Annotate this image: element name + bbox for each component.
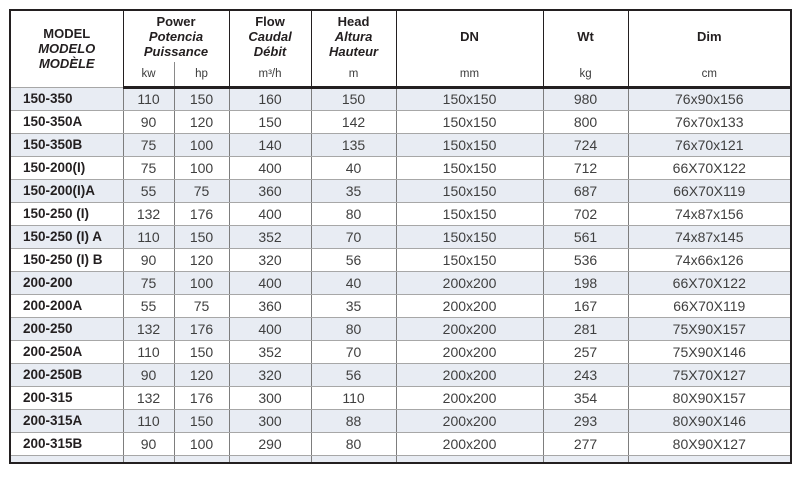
cell-kw: 132: [123, 386, 174, 409]
head-label-fr: Hauteur: [328, 44, 379, 59]
cell-flow: 400: [229, 271, 311, 294]
cell-wt: 724: [543, 133, 628, 156]
cell-dim: 66X70X122: [628, 156, 791, 179]
unit-hp: hp: [174, 62, 229, 87]
power-label-fr: Puissance: [143, 44, 209, 59]
cell-kw: 132: [123, 317, 174, 340]
cell-dn: 150x150: [396, 202, 543, 225]
table-row: [10, 317, 791, 340]
table-row: [10, 248, 791, 271]
cell-head: 142: [311, 110, 396, 133]
table-row: [10, 133, 791, 156]
unit-dn: mm: [396, 62, 543, 87]
table-row: [10, 363, 791, 386]
table-row: [10, 294, 791, 317]
table-row: [10, 432, 791, 455]
cell-model: 200-315A: [10, 409, 123, 432]
cell-dim: 76x70x121: [628, 133, 791, 156]
cell-wt: 536: [543, 248, 628, 271]
cell-head: 110: [311, 386, 396, 409]
cell-kw: 90: [123, 110, 174, 133]
model-label-en: MODEL: [43, 26, 91, 42]
cell-kw: 55: [123, 179, 174, 202]
col-header-power: [123, 10, 229, 62]
cell-hp: 100: [174, 156, 229, 179]
cell-wt: 800: [543, 110, 628, 133]
cell-hp: 120: [174, 110, 229, 133]
cell-dim: 66X70X122: [628, 271, 791, 294]
cell-kw: 55: [123, 294, 174, 317]
cell-wt: 687: [543, 179, 628, 202]
cell-head: 35: [311, 294, 396, 317]
model-label-fr: MODÈLE: [38, 56, 95, 72]
cell-dim: 74x87x145: [628, 225, 791, 248]
cell-wt: 980: [543, 87, 628, 110]
cell-hp: 150: [174, 340, 229, 363]
cell-flow: 360: [229, 294, 311, 317]
cell-empty: [10, 455, 123, 463]
cell-empty: [123, 455, 174, 463]
cell-empty: [311, 455, 396, 463]
cell-kw: 75: [123, 156, 174, 179]
cell-hp: 120: [174, 248, 229, 271]
cell-wt: 277: [543, 432, 628, 455]
cell-model: 200-315: [10, 386, 123, 409]
cell-wt: 243: [543, 363, 628, 386]
cell-model: 150-200(I)A: [10, 179, 123, 202]
model-label-es: MODELO: [38, 41, 96, 57]
cell-model: 150-250 (I): [10, 202, 123, 225]
flow-label-en: Flow: [255, 14, 285, 29]
cell-model: 150-250 (I) B: [10, 248, 123, 271]
cell-hp: 150: [174, 225, 229, 248]
cell-head: 80: [311, 432, 396, 455]
cell-dn: 200x200: [396, 294, 543, 317]
cell-flow: 360: [229, 179, 311, 202]
cell-dn: 150x150: [396, 179, 543, 202]
cell-dn: 200x200: [396, 363, 543, 386]
cell-flow: 160: [229, 87, 311, 110]
cell-dim: 75X90X146: [628, 340, 791, 363]
cell-dn: 200x200: [396, 386, 543, 409]
cell-dim: 74x87x156: [628, 202, 791, 225]
cell-kw: 110: [123, 87, 174, 110]
cell-wt: 561: [543, 225, 628, 248]
cell-head: 80: [311, 317, 396, 340]
cell-wt: 257: [543, 340, 628, 363]
power-label-es: Potencia: [148, 29, 204, 44]
cell-dim: 76x90x156: [628, 87, 791, 110]
cell-dn: 200x200: [396, 340, 543, 363]
cell-head: 135: [311, 133, 396, 156]
cell-hp: 176: [174, 386, 229, 409]
cell-model: 150-350: [10, 87, 123, 110]
head-label-en: Head: [337, 14, 370, 29]
cell-kw: 75: [123, 271, 174, 294]
cell-dn: 150x150: [396, 248, 543, 271]
flow-label-fr: Débit: [253, 44, 287, 59]
cell-hp: 75: [174, 179, 229, 202]
unit-wt: kg: [543, 62, 628, 87]
cell-dn: 200x200: [396, 409, 543, 432]
power-label-en: Power: [156, 14, 196, 29]
cell-flow: 300: [229, 409, 311, 432]
cell-empty: [174, 455, 229, 463]
cell-head: 40: [311, 156, 396, 179]
cell-dim: 74x66x126: [628, 248, 791, 271]
cell-hp: 150: [174, 87, 229, 110]
dn-label: DN: [460, 28, 479, 44]
unit-flow: m³/h: [229, 62, 311, 87]
cell-kw: 90: [123, 248, 174, 271]
cell-kw: 132: [123, 202, 174, 225]
cell-wt: 281: [543, 317, 628, 340]
cell-head: 56: [311, 248, 396, 271]
cell-dim: 80X90X146: [628, 409, 791, 432]
table-row: [10, 225, 791, 248]
cell-empty: [628, 455, 791, 463]
cell-head: 80: [311, 202, 396, 225]
cell-model: 200-200A: [10, 294, 123, 317]
cell-kw: 90: [123, 432, 174, 455]
table-row: [10, 340, 791, 363]
cell-model: 200-250B: [10, 363, 123, 386]
cell-model: 150-350B: [10, 133, 123, 156]
cell-head: 150: [311, 87, 396, 110]
col-header-model: [10, 10, 123, 87]
cell-dim: 80X90X157: [628, 386, 791, 409]
cell-flow: 352: [229, 225, 311, 248]
unit-head: m: [311, 62, 396, 87]
table-row: [10, 110, 791, 133]
cell-head: 70: [311, 225, 396, 248]
cell-dn: 150x150: [396, 133, 543, 156]
cell-flow: 150: [229, 110, 311, 133]
cell-wt: 712: [543, 156, 628, 179]
cell-dn: 150x150: [396, 156, 543, 179]
header-title-row: [10, 10, 791, 62]
cell-dn: 200x200: [396, 271, 543, 294]
cell-head: 88: [311, 409, 396, 432]
cell-head: 35: [311, 179, 396, 202]
cell-dim: 75X70X127: [628, 363, 791, 386]
cell-flow: 400: [229, 202, 311, 225]
col-header-dim: [628, 10, 791, 62]
cell-wt: 167: [543, 294, 628, 317]
cell-empty: [396, 455, 543, 463]
cell-hp: 100: [174, 271, 229, 294]
cell-head: 70: [311, 340, 396, 363]
unit-dim: cm: [628, 62, 791, 87]
cell-flow: 320: [229, 248, 311, 271]
head-label-es: Altura: [334, 29, 373, 44]
cell-wt: 198: [543, 271, 628, 294]
cell-flow: 140: [229, 133, 311, 156]
col-header-wt: [543, 10, 628, 62]
cell-kw: 110: [123, 409, 174, 432]
cell-hp: 176: [174, 202, 229, 225]
cell-hp: 176: [174, 317, 229, 340]
table-row-cutoff: [10, 455, 791, 463]
cell-hp: 150: [174, 409, 229, 432]
cell-dn: 200x200: [396, 432, 543, 455]
cell-wt: 293: [543, 409, 628, 432]
cell-kw: 75: [123, 133, 174, 156]
cell-flow: 290: [229, 432, 311, 455]
cell-wt: 702: [543, 202, 628, 225]
table-row: [10, 156, 791, 179]
cell-hp: 120: [174, 363, 229, 386]
cell-flow: 400: [229, 156, 311, 179]
cell-model: 200-250: [10, 317, 123, 340]
table-header: [10, 10, 791, 87]
cell-hp: 100: [174, 432, 229, 455]
table-row: [10, 179, 791, 202]
pump-spec-table: [9, 9, 792, 464]
cell-flow: 400: [229, 317, 311, 340]
cell-model: 200-250A: [10, 340, 123, 363]
cell-flow: 320: [229, 363, 311, 386]
cell-flow: 300: [229, 386, 311, 409]
cell-dn: 150x150: [396, 225, 543, 248]
table-row: [10, 202, 791, 225]
header-units-row: [10, 62, 791, 87]
dim-label: Dim: [696, 28, 722, 44]
cell-model: 150-350A: [10, 110, 123, 133]
cell-dim: 80X90X127: [628, 432, 791, 455]
cell-dim: 75X90X157: [628, 317, 791, 340]
cell-head: 40: [311, 271, 396, 294]
cell-dim: 66X70X119: [628, 179, 791, 202]
flow-label-es: Caudal: [248, 29, 292, 44]
cell-model: 200-200: [10, 271, 123, 294]
cell-model: 150-250 (I) A: [10, 225, 123, 248]
cell-kw: 110: [123, 225, 174, 248]
wt-label: Wt: [577, 28, 594, 44]
table-row: [10, 87, 791, 110]
cell-hp: 100: [174, 133, 229, 156]
cell-kw: 110: [123, 340, 174, 363]
cell-dn: 200x200: [396, 317, 543, 340]
cell-dn: 150x150: [396, 87, 543, 110]
table-row: [10, 409, 791, 432]
cell-empty: [229, 455, 311, 463]
cell-model: 200-315B: [10, 432, 123, 455]
cell-flow: 352: [229, 340, 311, 363]
cell-empty: [543, 455, 628, 463]
col-header-dn: [396, 10, 543, 62]
cell-dim: 76x70x133: [628, 110, 791, 133]
cell-model: 150-200(I): [10, 156, 123, 179]
col-header-head: [311, 10, 396, 62]
table-row: [10, 386, 791, 409]
table-body: [10, 87, 791, 463]
cell-head: 56: [311, 363, 396, 386]
cell-wt: 354: [543, 386, 628, 409]
cell-dn: 150x150: [396, 110, 543, 133]
cell-kw: 90: [123, 363, 174, 386]
col-header-flow: [229, 10, 311, 62]
cell-dim: 66X70X119: [628, 294, 791, 317]
cell-hp: 75: [174, 294, 229, 317]
unit-kw: kw: [123, 62, 174, 87]
table-row: [10, 271, 791, 294]
